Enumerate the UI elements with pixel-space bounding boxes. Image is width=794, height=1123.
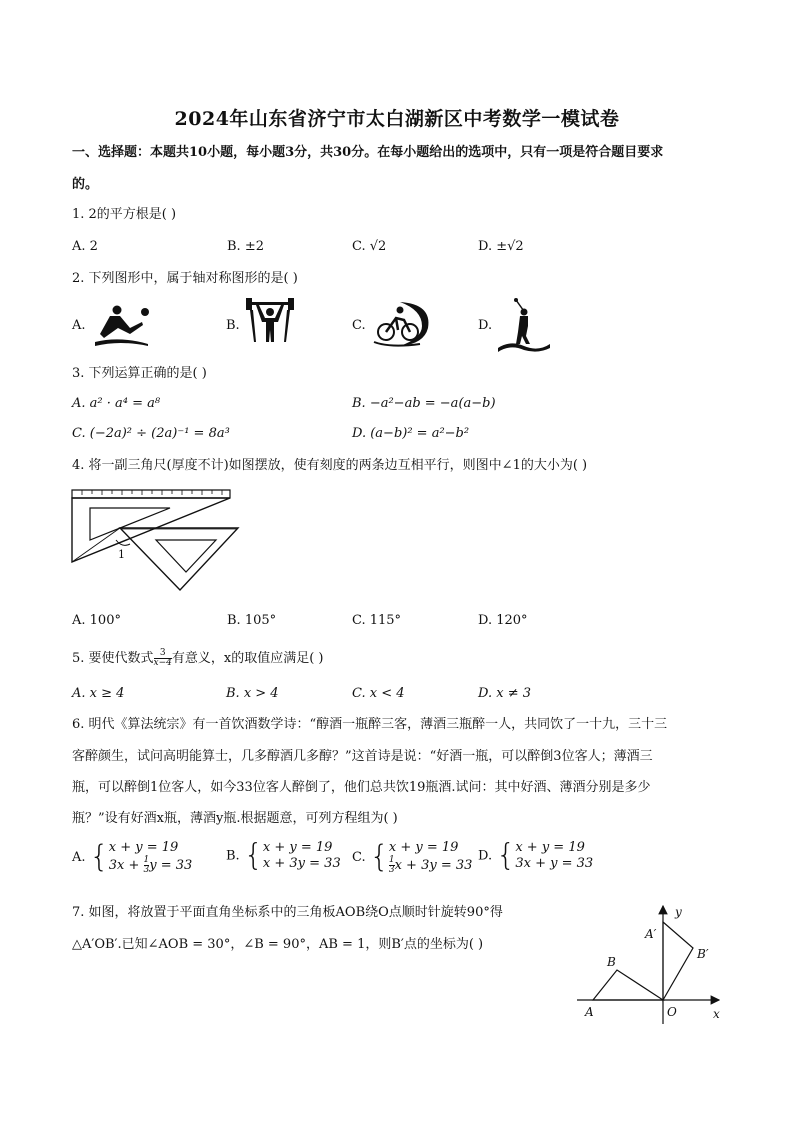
- brace-icon: {: [369, 839, 389, 875]
- q6-option-d-row2: 3x + y = 33: [515, 856, 594, 871]
- q3-option-a: A. a² · a⁴ = a⁸: [72, 396, 161, 411]
- q5-option-a: A. x ≥ 4: [72, 686, 125, 701]
- q3-stem: 3. 下列运算正确的是( ): [72, 366, 207, 381]
- q6-option-a-system: [109, 840, 193, 875]
- q6-option-a-row2-pre: 3x +: [108, 858, 144, 873]
- q5-fraction-num: 3: [159, 648, 166, 658]
- q5-fraction: [154, 649, 172, 668]
- coordinate-figure: [575, 898, 735, 1028]
- q6-option-c: [352, 840, 472, 875]
- triangle-a2ob2: [663, 922, 693, 1000]
- point-b-label: B: [607, 955, 616, 969]
- q6-option-a-frac-num: 1: [143, 855, 150, 865]
- q6-option-c-label: C.: [352, 850, 366, 865]
- page-title: 2024年山东省济宁市太白湖新区中考数学一模试卷: [174, 108, 620, 130]
- q6-option-a: [72, 840, 192, 875]
- q5-stem-pre: 5. 要使代数式: [72, 651, 154, 666]
- q6-option-d-label: D.: [478, 848, 493, 864]
- q7-line-2: △A′OB′.已知∠AOB = 30°，∠B = 90°，AB = 1，则B′点的坐标为( ): [72, 937, 484, 952]
- q2-label-a: A.: [72, 318, 86, 333]
- brace-icon: {: [496, 838, 516, 873]
- q1-option-a: A. 2: [72, 239, 98, 254]
- q2-label-d: D.: [478, 318, 493, 333]
- set-square-figure: [70, 488, 242, 592]
- volleyball-player-icon: [90, 298, 152, 350]
- q3-option-b: B. −a²−ab = −a(a−b): [352, 396, 496, 411]
- q6-line-4: 瓶？”设有好酒x瓶，薄酒y瓶.根据题意，可列方程组为( ): [72, 811, 398, 826]
- q6-line-3: 瓶，可以醉倒1位客人，如今33位客人醉倒了，他们总共饮19瓶酒.试问：其中好酒、薄酒分别是多少: [72, 780, 651, 795]
- q6-option-c-frac-den: 3: [388, 865, 395, 875]
- q6-option-b-label: B.: [226, 848, 240, 864]
- q5-option-d: D. x ≠ 3: [478, 686, 531, 701]
- point-b-prime-label: B′: [697, 947, 709, 961]
- q3-option-d: D. (a−b)² = a²−b²: [352, 426, 470, 441]
- q2-label-b: B.: [226, 318, 240, 333]
- brace-icon: {: [243, 838, 263, 873]
- q6-option-b-row1: x + y = 19: [262, 840, 333, 855]
- q1-option-d: D. ±√2: [478, 239, 524, 254]
- weightlifter-icon: [244, 296, 296, 348]
- q6-option-b-row2: x + 3y = 33: [262, 856, 341, 871]
- q6-option-d-row1: x + y = 19: [515, 840, 585, 855]
- q5-option-c: C. x < 4: [352, 686, 405, 701]
- q6-option-c-system: [389, 840, 473, 875]
- q6-option-c-frac-num: 1: [388, 855, 395, 865]
- q6-option-a-row2-post: y = 33: [149, 858, 193, 873]
- q6-option-c-row2-post: x + 3y = 33: [394, 858, 473, 873]
- q6-line-2: 客醉颜生，试问高明能算士，几多醇酒几多醇？”这首诗是说：“好酒一瓶，可以醉倒3位客人；薄酒三: [72, 749, 653, 764]
- q6-option-a-row1: x + y = 19: [108, 840, 179, 855]
- q6-option-d: [478, 840, 593, 872]
- y-axis-label: y: [675, 905, 682, 919]
- q7-line-1: 7. 如图，将放置于平面直角坐标系中的三角板AOB绕O点顺时针旋转90°得: [72, 905, 503, 920]
- x-axis-label: x: [713, 1007, 720, 1021]
- q6-option-a-label: A.: [72, 850, 86, 865]
- q4-stem: 4. 将一副三角尺(厚度不计)如图摆放，使有刻度的两条边互相平行，则图中∠1的大小为( ): [72, 458, 588, 473]
- q4-option-a: A. 100°: [72, 613, 121, 628]
- q6-option-c-row1: x + y = 19: [388, 840, 459, 855]
- q4-option-c: C. 115°: [352, 613, 402, 628]
- q1-stem: 1. 2的平方根是( ): [72, 207, 177, 222]
- q5-option-b: B. x > 4: [226, 686, 279, 701]
- q5-fraction-den: x−4: [153, 658, 172, 668]
- q1-option-b: B. ±2: [227, 239, 264, 254]
- q2-label-c: C.: [352, 318, 366, 333]
- q6-option-d-system: [515, 840, 593, 872]
- q2-stem: 2. 下列图形中，属于轴对称图形的是( ): [72, 271, 298, 286]
- q4-option-d: D. 120°: [478, 613, 528, 628]
- golfer-icon: [496, 296, 552, 352]
- angle-1-label: 1: [118, 548, 125, 561]
- q3-option-c: C. (−2a)² ÷ (2a)⁻¹ = 8a³: [72, 426, 230, 441]
- q5-stem-post: 有意义，x的取值应满足( ): [171, 651, 324, 666]
- q6-option-a-frac-den: 3: [143, 865, 150, 875]
- point-a-label: A: [585, 1005, 594, 1019]
- section-heading-line2: 的。: [72, 177, 99, 192]
- brace-icon: {: [89, 839, 109, 875]
- point-a-prime-label: A′: [645, 927, 657, 941]
- q6-option-b-system: [263, 840, 341, 872]
- q4-option-b: B. 105°: [227, 613, 277, 628]
- cyclist-icon: [370, 298, 432, 350]
- point-o-label: O: [667, 1005, 677, 1019]
- q6-line-1: 6. 明代《算法统宗》有一首饮酒数学诗：“醇酒一瓶醉三客，薄酒三瓶醉一人，共同饮了一十九，三十三: [72, 717, 668, 732]
- q5-stem: [72, 649, 324, 668]
- q1-option-c: C. √2: [352, 239, 387, 254]
- section-heading-line1: 一、选择题：本题共10小题，每小题3分，共30分。在每小题给出的选项中，只有一项是符合题目要求: [72, 145, 664, 160]
- triangle-aob: [593, 970, 663, 1000]
- q6-option-b: [226, 840, 341, 872]
